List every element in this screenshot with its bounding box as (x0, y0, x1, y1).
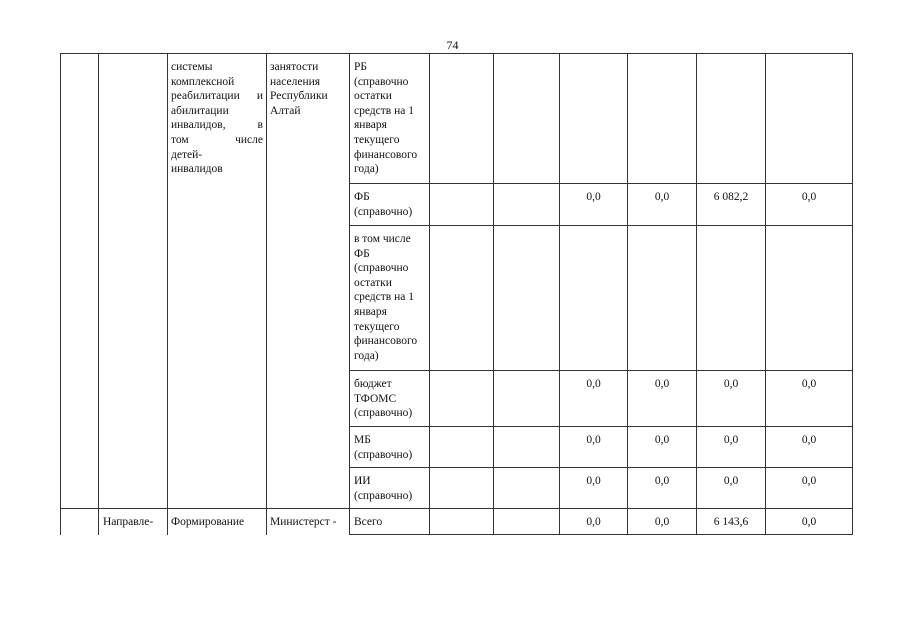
col-border (765, 53, 766, 535)
value-cell: 0,0 (654, 191, 670, 203)
event-name-line: абилитации (171, 104, 229, 117)
funding-source-fb: ФБ (справочно) (354, 191, 413, 218)
event-name-line: реабилитации и (171, 90, 263, 103)
event-name-line: комплексной (171, 75, 235, 88)
event-name-cell: Формирование (171, 516, 245, 528)
row-divider (349, 225, 853, 226)
col-border (60, 53, 61, 535)
event-name-line: инвалидов, в (171, 119, 263, 132)
col-border (167, 53, 168, 535)
value-cell: 0,0 (654, 475, 670, 487)
value-cell: 6 143,6 (713, 516, 749, 528)
value-cell: 0,0 (654, 434, 670, 446)
col-border (627, 53, 628, 535)
value-cell: 0,0 (801, 191, 817, 203)
row-divider (349, 467, 853, 468)
funding-source-rb: РБ (справочно остатки средств на 1 января текущего финансового года) (354, 61, 418, 176)
row-divider (349, 183, 853, 184)
funding-source-total: Всего (354, 516, 383, 528)
executor-line: Алтай (270, 104, 301, 117)
table-bottom-border (349, 534, 853, 535)
event-name-line: детей- (171, 148, 203, 161)
event-name-cell (171, 60, 263, 177)
col-border (429, 53, 430, 535)
executor-line: Республики (270, 90, 328, 103)
row-divider (349, 370, 853, 371)
col-border (493, 53, 494, 535)
value-cell: 0,0 (723, 475, 739, 487)
executor-line: населения (270, 75, 321, 88)
value-cell: 0,0 (654, 516, 670, 528)
row-divider (349, 426, 853, 427)
value-cell: 0,0 (723, 378, 739, 390)
value-cell: 0,0 (723, 434, 739, 446)
value-cell: 0,0 (586, 475, 601, 487)
value-cell: 0,0 (586, 516, 601, 528)
direction-cell: Направле- (103, 516, 154, 528)
col-border (349, 53, 350, 535)
executor-cell (270, 60, 348, 118)
value-cell: 6 082,2 (713, 191, 749, 203)
funding-source-ii: ИИ (справочно) (354, 475, 413, 502)
value-cell: 0,0 (801, 516, 817, 528)
value-cell: 0,0 (801, 378, 817, 390)
funding-source-fb-remainder: в том числе ФБ (справочно остатки средств на 1 января текущего финансового года) (354, 233, 418, 362)
funding-source-mb: МБ (справочно) (354, 434, 413, 461)
col-border (696, 53, 697, 535)
funding-source-tfoms: бюджет ТФОМС (справочно) (354, 378, 413, 420)
col-border (559, 53, 560, 535)
table-right-border (852, 53, 853, 535)
col-border (98, 53, 99, 535)
event-name-line: инвалидов (171, 163, 223, 176)
value-cell: 0,0 (654, 378, 670, 390)
value-cell: 0,0 (586, 191, 601, 203)
col-border (266, 53, 267, 535)
event-name-line: системы (171, 61, 213, 73)
executor-line: занятости (270, 61, 319, 73)
value-cell: 0,0 (801, 475, 817, 487)
executor-cell: Министерст - (270, 516, 337, 528)
value-cell: 0,0 (801, 434, 817, 446)
value-cell: 0,0 (586, 434, 601, 446)
section-divider (60, 508, 853, 509)
table-top-border (60, 53, 853, 54)
page-number: 74 (446, 38, 459, 52)
event-name-line: том числе (171, 133, 263, 146)
value-cell: 0,0 (586, 378, 601, 390)
